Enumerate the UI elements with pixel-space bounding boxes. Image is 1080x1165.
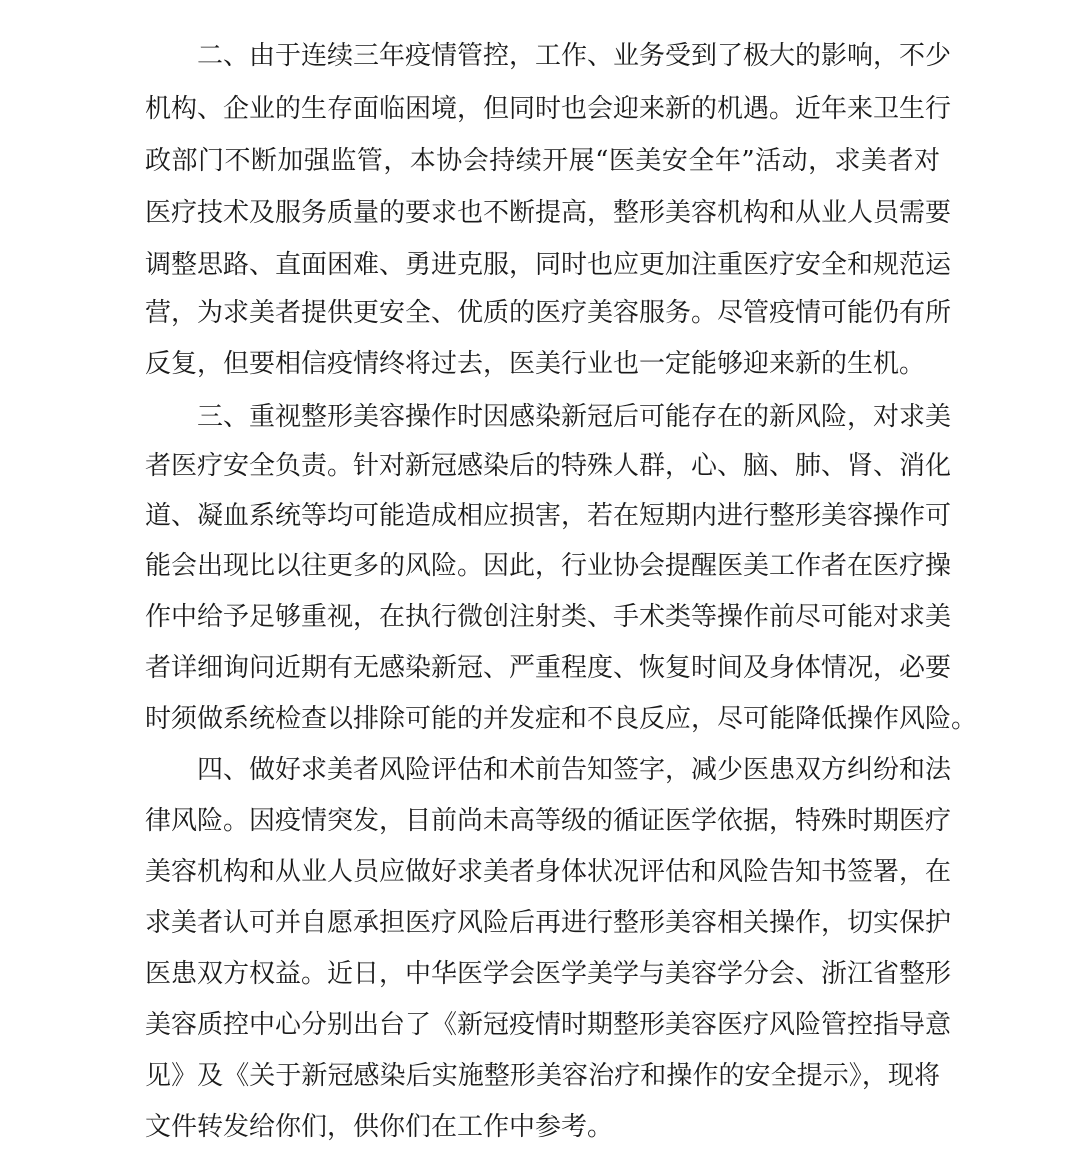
text-line: 能会出现比以往更多的风险。因此，行业协会提醒医美工作者在医疗操 [145,551,952,581]
text-line: 美容机构和从业人员应做好求美者身体状况评估和风险告知书签署，在 [145,857,952,887]
text-line: 时须做系统检查以排除可能的并发症和不良反应，尽可能降低操作风险。 [145,704,978,734]
text-line: 者详细询问近期有无感染新冠、严重程度、恢复时间及身体情况，必要 [145,653,952,683]
text-line: 美容质控中心分别出台了《新冠疫情时期整形美容医疗风险管控指导意 [145,1010,952,1040]
text-line: 机构、企业的生存面临困境，但同时也会迎来新的机遇。近年来卫生行 [145,94,952,124]
text-line: 医疗技术及服务质量的要求也不断提高，整形美容机构和从业人员需要 [145,198,952,228]
text-line: 求美者认可并自愿承担医疗风险后再进行整形美容相关操作，切实保护 [145,908,952,938]
text-line: 反复，但要相信疫情终将过去，医美行业也一定能够迎来新的生机。 [145,349,926,379]
text-line: 文件转发给你们，供你们在工作中参考。 [145,1112,614,1142]
text-line: 者医疗安全负责。针对新冠感染后的特殊人群，心、脑、肺、肾、消化 [145,451,952,481]
text-line: 律风险。因疫情突发，目前尚未高等级的循证医学依据，特殊时期医疗 [145,806,952,836]
text-line: 道、凝血系统等均可能造成相应损害，若在短期内进行整形美容操作可 [145,501,952,531]
text-line: 作中给予足够重视，在执行微创注射类、手术类等操作前尽可能对求美 [145,602,952,632]
text-line: 见》及《关于新冠感染后实施整形美容治疗和操作的安全提示》，现将 [145,1061,940,1091]
text-line: 政部门不断加强监管，本协会持续开展“医美安全年”活动，求美者对 [145,146,940,176]
text-line: 二、由于连续三年疫情管控，工作、业务受到了极大的影响，不少 [197,41,952,71]
text-line: 四、做好求美者风险评估和术前告知签字，减少医患双方纠纷和法 [197,755,952,785]
text-line: 三、重视整形美容操作时因感染新冠后可能存在的新风险，对求美 [197,402,952,432]
text-line: 医患双方权益。近日，中华医学会医学美学与美容学分会、浙江省整形 [145,959,952,989]
text-line: 调整思路、直面困难、勇进克服，同时也应更加注重医疗安全和规范运 [145,250,952,280]
text-line: 营，为求美者提供更安全、优质的医疗美容服务。尽管疫情可能仍有所 [145,298,952,328]
